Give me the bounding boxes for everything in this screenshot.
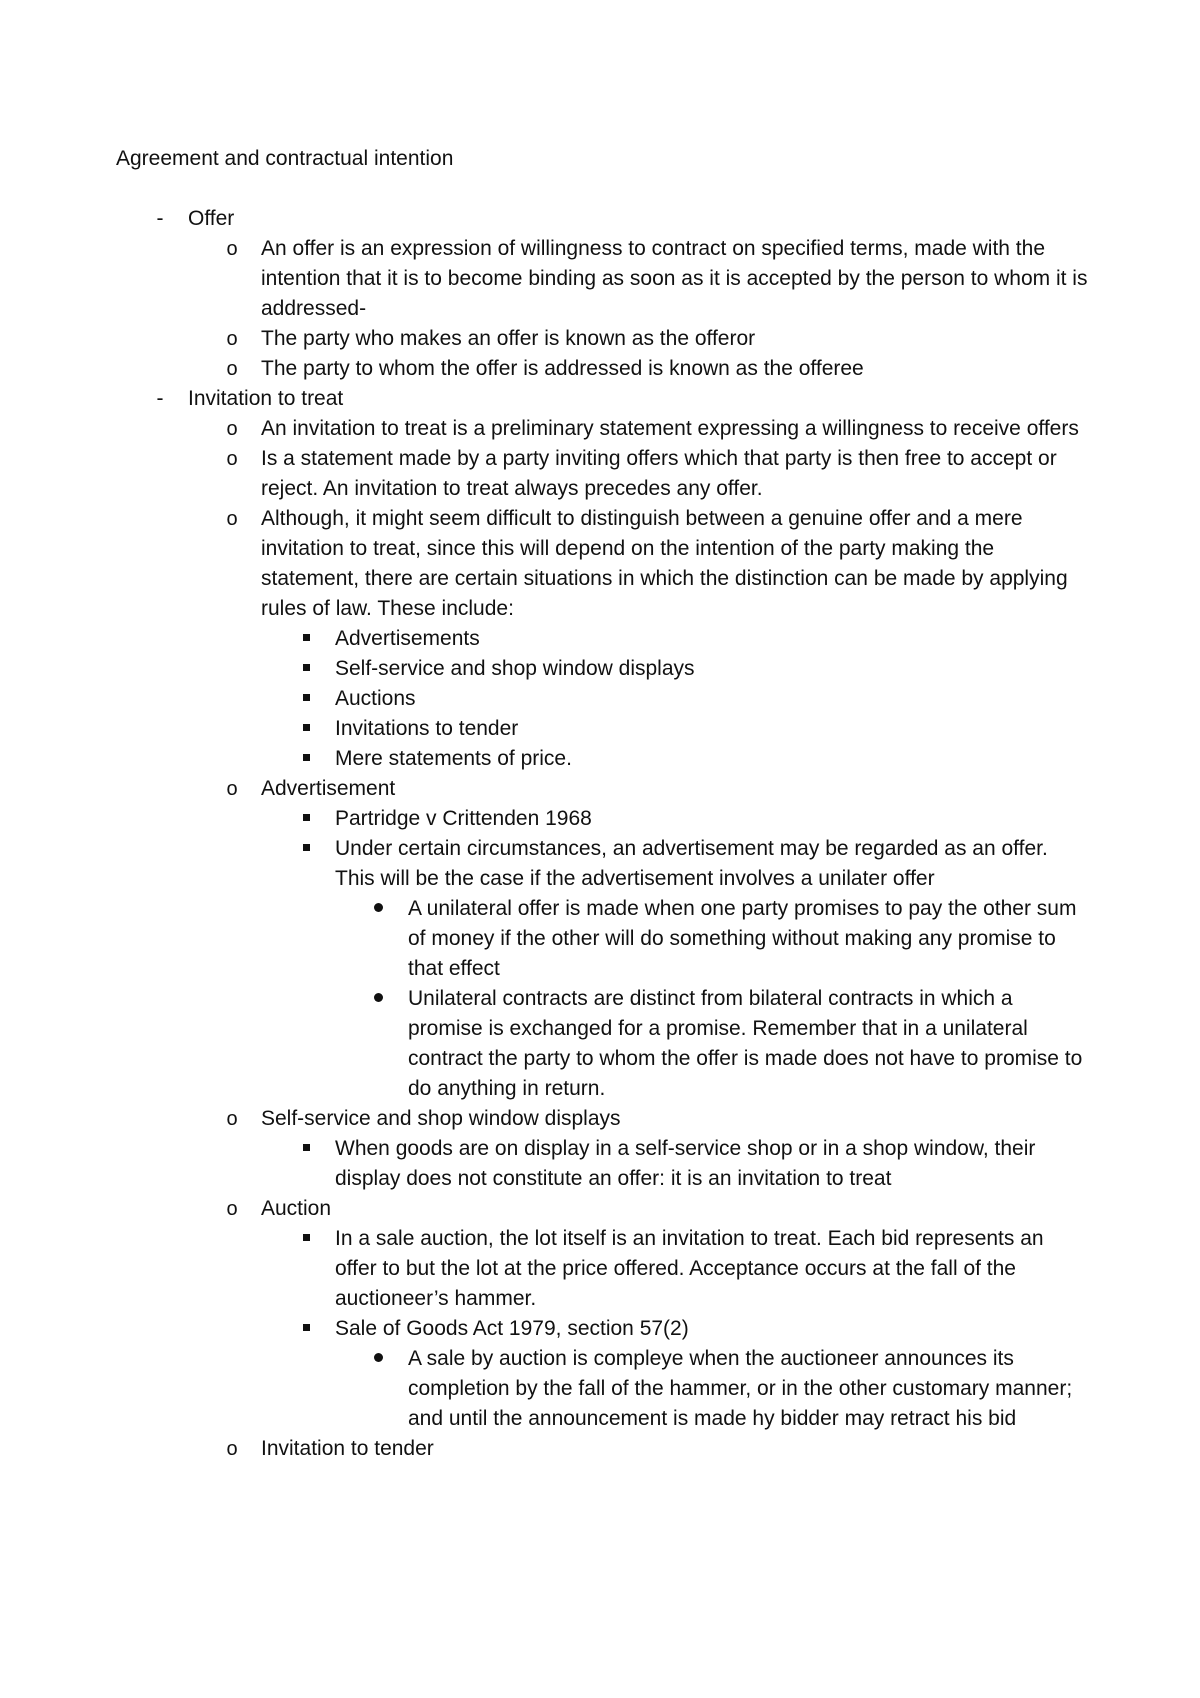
circle-bullet-icon: o [226, 778, 238, 800]
square-bullet-icon [296, 654, 316, 684]
outline-subsubitem [0, 1224, 1200, 1314]
disc-bullet-icon [368, 894, 388, 924]
outline-item-text: Is a statement made by a party inviting offers which that party is then free to accept or reject. An invitation to treat always precedes any offer. [261, 447, 1057, 500]
outline-subsubitem [0, 714, 1200, 744]
outline-subsubitem [0, 804, 1200, 834]
outline-item-text: Invitation to tender [261, 1437, 434, 1460]
outline-item-text: Although, it might seem difficult to distinguish between a genuine offer and a mere invitation to treat, since this will depend on the intention of the party making the statement, there are certain situations in which the distinction can be made by applying rules of law. These include: [261, 507, 1068, 620]
square-bullet-icon [296, 834, 316, 864]
outline-item-text: Offer [188, 207, 235, 230]
notes-outline [0, 204, 1200, 1464]
outline-item-text: Mere statements of price. [335, 747, 572, 770]
disc-bullet-icon [368, 984, 388, 1014]
square-bullet-icon [296, 624, 316, 654]
outline-subsubitem [0, 1134, 1200, 1194]
square-bullet-icon [296, 1224, 316, 1254]
outline-subitem [0, 1194, 1200, 1224]
outline-item-text: Self-service and shop window displays [335, 657, 695, 680]
circle-bullet-icon: o [226, 238, 238, 260]
circle-bullet-icon: o [226, 418, 238, 440]
outline-subsubitem [0, 1314, 1200, 1344]
outline-subitem [0, 444, 1200, 504]
page-title: Agreement and contractual intention [116, 147, 454, 170]
square-bullet-icon [296, 744, 316, 774]
outline-item-text: Advertisement [261, 777, 396, 800]
outline-detail-item [0, 984, 1200, 1104]
dash-bullet-icon: - [156, 207, 164, 230]
outline-item-text: An offer is an expression of willingness to contract on specified terms, made with the intention that it is to become binding as soon as it is accepted by the person to whom it is addressed- [261, 237, 1088, 320]
outline-detail-item [0, 1344, 1200, 1434]
outline-item-text: The party to whom the offer is addressed is known as the offeree [261, 357, 864, 380]
outline-item-text: Auction [261, 1197, 332, 1220]
square-bullet-icon [296, 714, 316, 744]
outline-item-text: Self-service and shop window displays [261, 1107, 621, 1130]
outline-item-text: Under certain circumstances, an advertisement may be regarded as an offer. This will be the case if the advertisement involves a unilater offer [335, 837, 1048, 890]
circle-bullet-icon: o [226, 448, 238, 470]
outline-subsubitem [0, 684, 1200, 714]
circle-bullet-icon: o [226, 1108, 238, 1130]
dash-bullet-icon: - [156, 387, 164, 410]
outline-subitem [0, 354, 1200, 384]
outline-item-text: The party who makes an offer is known as the offeror [261, 327, 756, 350]
outline-subitem [0, 774, 1200, 804]
outline-item-text: When goods are on display in a self-service shop or in a shop window, their display does not constitute an offer: it is an invitation to treat [335, 1137, 1036, 1190]
outline-subitem [0, 324, 1200, 354]
outline-item-text: Sale of Goods Act 1979, section 57(2) [335, 1317, 689, 1340]
outline-item-text: Auctions [335, 687, 416, 710]
outline-subitem [0, 1104, 1200, 1134]
outline-subitem [0, 414, 1200, 444]
circle-bullet-icon: o [226, 1198, 238, 1220]
outline-item-text: Advertisements [335, 627, 480, 650]
square-bullet-icon [296, 804, 316, 834]
circle-bullet-icon: o [226, 328, 238, 350]
outline-detail-item [0, 894, 1200, 984]
outline-item-text: Invitation to treat [188, 387, 344, 410]
square-bullet-icon [296, 1134, 316, 1164]
outline-item-offer [0, 204, 1200, 234]
outline-item-text: A sale by auction is compleye when the auctioneer announces its completion by the fall of the hammer, or in the other customary manner; and until the announcement is made hy bidder may retract his bid [408, 1347, 1073, 1430]
outline-subsubitem [0, 654, 1200, 684]
circle-bullet-icon: o [226, 508, 238, 530]
outline-subitem [0, 234, 1200, 324]
outline-subsubitem [0, 624, 1200, 654]
outline-item-text: In a sale auction, the lot itself is an invitation to treat. Each bid represents an offer to but the lot at the price offered. Acceptance occurs at the fall of the auctioneer’s hammer. [335, 1227, 1044, 1310]
square-bullet-icon [296, 1314, 316, 1344]
outline-item-invitation-to-treat [0, 384, 1200, 414]
circle-bullet-icon: o [226, 358, 238, 380]
outline-subsubitem [0, 744, 1200, 774]
outline-item-text: Partridge v Crittenden 1968 [335, 807, 592, 830]
outline-item-text: Invitations to tender [335, 717, 519, 740]
outline-item-text: A unilateral offer is made when one party promises to pay the other sum of money if the other will do something without making any promise to that effect [408, 897, 1077, 980]
circle-bullet-icon: o [226, 1438, 238, 1460]
outline-subsubitem [0, 834, 1200, 894]
disc-bullet-icon [368, 1344, 388, 1374]
square-bullet-icon [296, 684, 316, 714]
outline-subitem [0, 1434, 1200, 1464]
outline-subitem [0, 504, 1200, 624]
outline-item-text: An invitation to treat is a preliminary statement expressing a willingness to receive offers [261, 417, 1079, 440]
outline-item-text: Unilateral contracts are distinct from bilateral contracts in which a promise is exchanged for a promise. Remember that in a unilateral contract the party to whom the offer is made does not have to promise to do anything in return. [408, 987, 1083, 1100]
